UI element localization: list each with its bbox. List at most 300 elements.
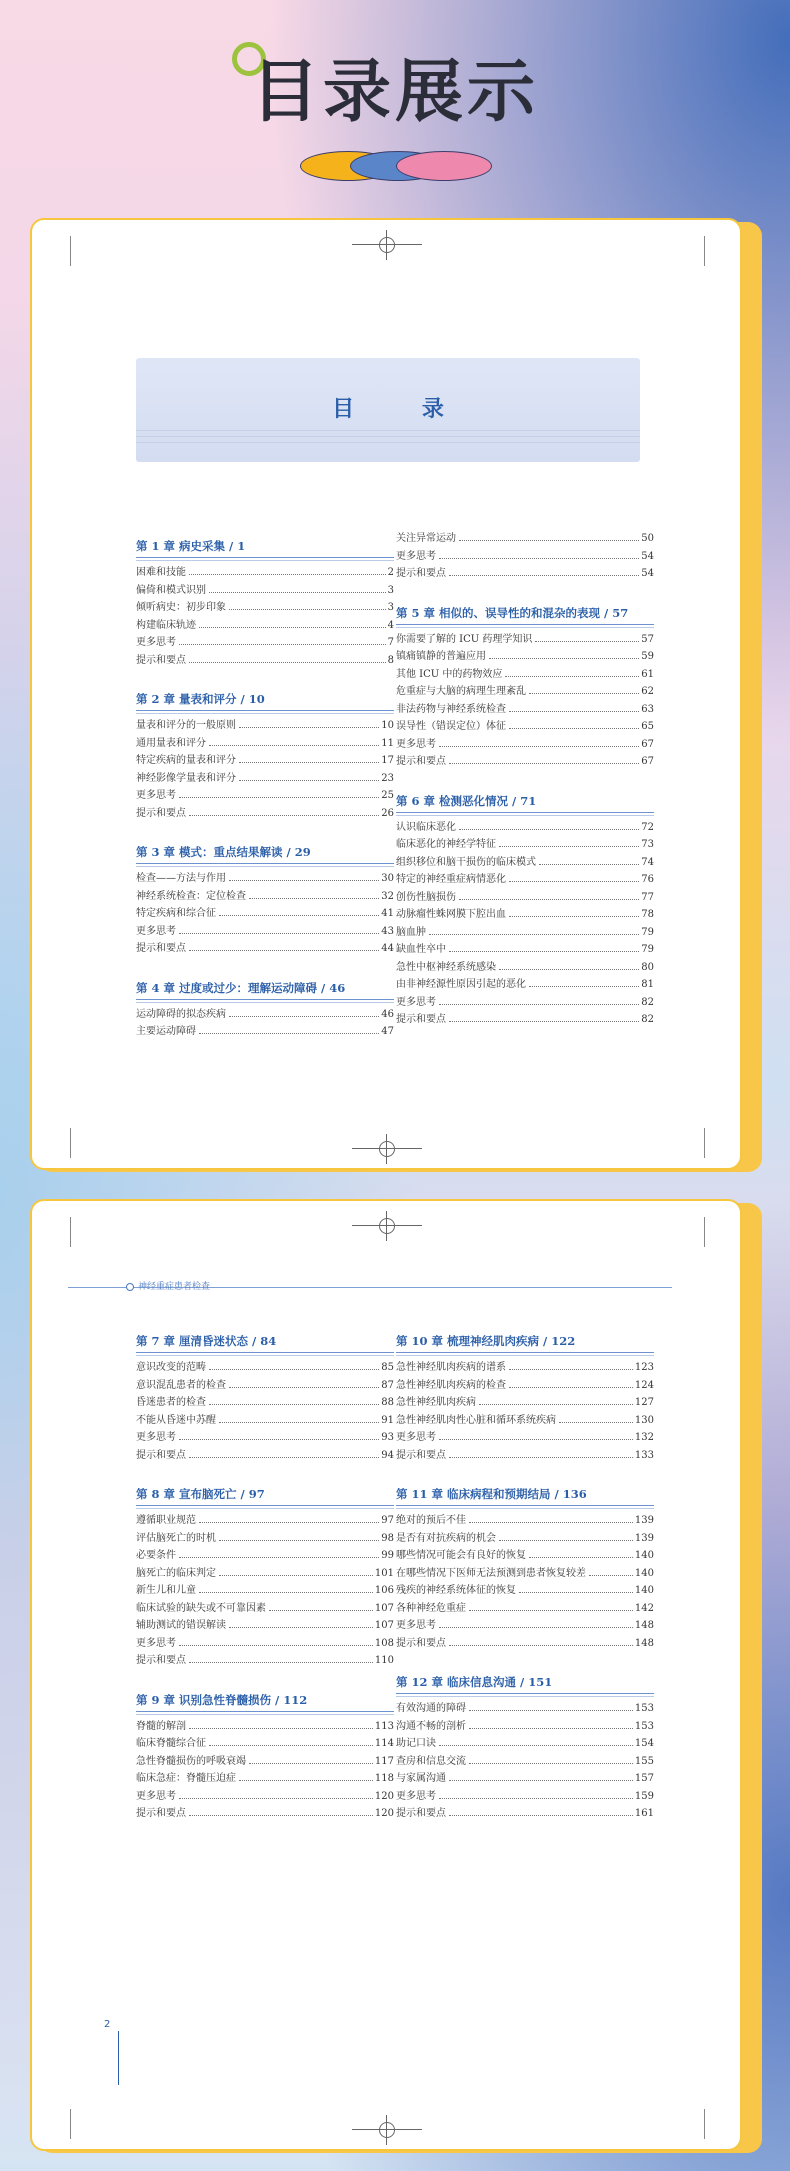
- toc-entry[interactable]: [396, 565, 654, 583]
- toc-entry-title: 哪些情况可能会有良好的恢复: [396, 1550, 526, 1561]
- toc-entry-page: 87: [381, 1379, 394, 1391]
- toc-entry[interactable]: [396, 1788, 654, 1806]
- toc-entry-page: 23: [381, 772, 394, 784]
- toc-entry-page: 140: [634, 1567, 654, 1579]
- toc-entry[interactable]: [136, 1359, 394, 1377]
- toc-entry-page: 46: [381, 1008, 394, 1020]
- toc-entry-title: 更多思考: [396, 738, 436, 750]
- toc-entry-title: 提示和要点: [396, 1808, 446, 1819]
- toc-entry-page: 142: [634, 1602, 654, 1614]
- crop-mark: [704, 1217, 705, 1247]
- toc-entry-page: 72: [641, 821, 654, 833]
- toc-entry[interactable]: [396, 701, 654, 719]
- toc-entry[interactable]: [396, 530, 654, 548]
- dot-leader: [499, 1540, 633, 1541]
- toc-entry-page: 97: [381, 1515, 394, 1526]
- dot-leader: [209, 592, 386, 593]
- chapter-heading[interactable]: 第 4 章 过度或过少：理解运动障碍 / 46: [136, 980, 394, 1000]
- toc-entry[interactable]: [396, 666, 654, 684]
- toc-entry-title: 提示和要点: [136, 1655, 186, 1666]
- toc-entry-page: 120: [374, 1808, 394, 1819]
- toc-entry[interactable]: [396, 994, 654, 1012]
- toc-entry-title: 动脉瘤性蛛网膜下腔出血: [396, 909, 506, 920]
- toc-entry[interactable]: [136, 564, 394, 582]
- toc-entry-page: 94: [381, 1449, 394, 1461]
- toc-entry-title: 助记口诀: [396, 1738, 436, 1749]
- dot-leader: [439, 1004, 639, 1005]
- toc-entry[interactable]: [396, 1753, 654, 1771]
- toc-entry-title: 必要条件: [136, 1550, 176, 1561]
- dot-leader: [239, 762, 379, 763]
- toc-entry[interactable]: [136, 617, 394, 635]
- chapter-heading[interactable]: 第 10 章 梳理神经肌肉疾病 / 122: [396, 1333, 654, 1353]
- toc-entry-page: 3: [387, 584, 394, 596]
- dot-leader: [449, 763, 639, 764]
- toc-entry[interactable]: [136, 905, 394, 923]
- page-title: 目录展示: [250, 53, 539, 132]
- toc-entry-page: 123: [634, 1362, 654, 1373]
- dot-leader: [179, 933, 379, 934]
- dot-leader: [209, 1369, 379, 1370]
- toc-entry-title: 关注异常运动: [396, 533, 456, 544]
- toc-entry-title: 偏倚和模式识别: [136, 584, 206, 596]
- toc-entry[interactable]: [136, 1023, 394, 1041]
- toc-entry-title: 意识混乱患者的检查: [136, 1379, 226, 1391]
- toc-entry-title: 急性脊髓损伤的呼吸衰竭: [136, 1755, 246, 1767]
- toc-heading: 目 录: [332, 396, 474, 422]
- toc-entry[interactable]: [396, 906, 654, 924]
- dot-leader: [189, 1728, 373, 1729]
- dot-leader: [239, 780, 379, 781]
- dot-leader: [179, 1645, 373, 1646]
- dot-leader: [539, 864, 639, 865]
- dot-leader: [209, 745, 379, 746]
- toc-entry-page: 47: [381, 1026, 394, 1037]
- toc-entry[interactable]: [396, 1394, 654, 1412]
- dot-leader: [499, 846, 639, 847]
- dot-leader: [179, 1798, 373, 1799]
- toc-entry[interactable]: [396, 854, 654, 872]
- toc-entry[interactable]: [396, 1530, 654, 1548]
- toc-entry-page: 132: [634, 1432, 654, 1443]
- toc-entry-page: 43: [381, 925, 394, 937]
- toc-entry[interactable]: [396, 1770, 654, 1788]
- toc-entry[interactable]: [136, 940, 394, 958]
- toc-entry[interactable]: [136, 770, 394, 788]
- dot-leader: [239, 1780, 373, 1781]
- toc-entry-title: 急性神经肌肉疾病的谱系: [396, 1362, 506, 1373]
- dot-leader: [179, 1439, 379, 1440]
- dot-leader: [449, 1645, 633, 1646]
- toc-entry-title: 特定疾病的量表和评分: [136, 755, 236, 766]
- dot-leader: [439, 746, 639, 747]
- dot-leader: [179, 1557, 379, 1558]
- toc-entry-page: 8: [387, 654, 394, 666]
- dot-leader: [509, 711, 639, 712]
- toc-entry-title: 在哪些情况下医师无法预测到患者恢复较差: [396, 1567, 586, 1579]
- toc-entry-page: 153: [634, 1720, 654, 1732]
- chapter-heading[interactable]: 第 12 章 临床信息沟通 / 151: [396, 1674, 654, 1694]
- toc-entry-page: 101: [374, 1567, 394, 1579]
- toc-entry-page: 54: [641, 568, 654, 579]
- toc-entry-page: 130: [634, 1414, 654, 1426]
- dot-leader: [189, 815, 379, 816]
- toc-entry-title: 各种神经危重症: [396, 1602, 466, 1614]
- toc-entry[interactable]: [396, 1429, 654, 1447]
- toc-entry-page: 118: [374, 1773, 394, 1784]
- toc-entry-title: 特定的神经重症病情恶化: [396, 874, 506, 885]
- toc-entry-title: 残疾的神经系统体征的恢复: [396, 1585, 516, 1596]
- toc-entry[interactable]: [136, 752, 394, 770]
- dot-leader: [459, 829, 639, 830]
- toc-entry-page: 11: [381, 737, 394, 749]
- toc-entry[interactable]: [396, 836, 654, 854]
- toc-chapter-group: [396, 1333, 654, 1464]
- toc-entry[interactable]: [396, 548, 654, 566]
- toc-entry-title: 危重症与大脑的病理生理紊乱: [396, 686, 526, 697]
- dot-leader: [489, 658, 639, 659]
- crop-mark: [704, 1128, 705, 1158]
- toc-entry[interactable]: [136, 1565, 394, 1583]
- toc-chapter-group: [136, 980, 394, 1041]
- toc-entry-page: 4: [387, 619, 394, 631]
- toc-entry[interactable]: [136, 599, 394, 617]
- running-header: 神经重症患者检查: [138, 1282, 211, 1292]
- dot-leader: [439, 1798, 633, 1799]
- dot-leader: [509, 916, 639, 917]
- toc-entry-title: 更多思考: [396, 1620, 436, 1631]
- toc-entry[interactable]: [136, 888, 394, 906]
- toc-entry[interactable]: [136, 1770, 394, 1788]
- toc-entry-title: 更多思考: [136, 1432, 176, 1443]
- crop-mark: [70, 1217, 71, 1247]
- toc-entry-page: 139: [634, 1515, 654, 1526]
- dot-leader: [479, 1404, 633, 1405]
- toc-entry-page: 140: [634, 1550, 654, 1561]
- toc-entry-page: 88: [381, 1397, 394, 1408]
- toc-entry-page: 79: [641, 944, 654, 955]
- toc-entry[interactable]: [396, 924, 654, 942]
- toc-entry-page: 81: [641, 979, 654, 990]
- toc-entry[interactable]: [396, 631, 654, 649]
- toc-entry[interactable]: [136, 717, 394, 735]
- toc-entry-page: 113: [374, 1720, 394, 1732]
- toc-chapter-group: [136, 844, 394, 958]
- dot-leader: [449, 1780, 633, 1781]
- toc-entry[interactable]: [136, 923, 394, 941]
- toc-entry-title: 更多思考: [136, 1637, 176, 1649]
- toc-entry[interactable]: [136, 1652, 394, 1670]
- registration-mark-icon: [352, 1211, 422, 1241]
- toc-entry-title: 困难和技能: [136, 567, 186, 578]
- toc-entry[interactable]: [136, 1530, 394, 1548]
- dot-leader: [219, 1575, 373, 1576]
- toc-entry[interactable]: [396, 1011, 654, 1029]
- dot-leader: [449, 1457, 633, 1458]
- toc-entry[interactable]: [136, 1582, 394, 1600]
- toc-entry[interactable]: [396, 819, 654, 837]
- toc-entry[interactable]: [396, 1412, 654, 1430]
- dot-leader: [529, 1557, 633, 1558]
- toc-chapter-group: [396, 1674, 654, 1823]
- dot-leader: [529, 693, 639, 694]
- toc-entry[interactable]: [136, 1429, 394, 1447]
- toc-entry-page: 62: [641, 686, 654, 697]
- toc-chapter-group: [396, 1486, 654, 1652]
- toc-entry[interactable]: [396, 753, 654, 771]
- toc-entry-page: 159: [634, 1790, 654, 1802]
- toc-entry-title: 倾听病史：初步印象: [136, 602, 226, 613]
- toc-entry-title: 急性神经肌肉性心脏和循环系统疾病: [396, 1414, 556, 1426]
- toc-entry-page: 41: [381, 908, 394, 919]
- chapter-heading[interactable]: 第 3 章 模式：重点结果解读 / 29: [136, 844, 394, 864]
- chapter-heading[interactable]: 第 11 章 临床病程和预期结局 / 136: [396, 1486, 654, 1506]
- toc-chapter-group: [136, 691, 394, 822]
- toc-entry-title: 提示和要点: [136, 1449, 186, 1461]
- dot-leader: [449, 951, 639, 952]
- dot-leader: [509, 1369, 633, 1370]
- toc-entry[interactable]: [136, 787, 394, 805]
- toc-chapter-group: [136, 1333, 394, 1464]
- dot-leader: [229, 609, 386, 610]
- dot-leader: [189, 574, 386, 575]
- dot-leader: [439, 1439, 633, 1440]
- toc-entry[interactable]: [396, 959, 654, 977]
- toc-entry-title: 遵循职业规范: [136, 1515, 196, 1526]
- toc-entry-title: 提示和要点: [136, 943, 186, 954]
- toc-entry-title: 查房和信息交流: [396, 1755, 466, 1767]
- chapter-heading[interactable]: 第 8 章 宣布脑死亡 / 97: [136, 1486, 394, 1506]
- dot-leader: [229, 1387, 379, 1388]
- toc-entry-page: 98: [381, 1532, 394, 1544]
- toc-entry-page: 124: [634, 1379, 654, 1391]
- dot-leader: [589, 1575, 633, 1576]
- toc-entry[interactable]: [396, 1617, 654, 1635]
- toc-entry[interactable]: [396, 976, 654, 994]
- pink-oval-decoration: [396, 151, 492, 181]
- chapter-heading[interactable]: 第 7 章 厘清昏迷状态 / 84: [136, 1333, 394, 1353]
- dot-leader: [199, 627, 386, 628]
- toc-entry[interactable]: [396, 683, 654, 701]
- toc-heading-banner: [136, 358, 640, 462]
- toc-entry[interactable]: [396, 1447, 654, 1465]
- toc-entry-title: 更多思考: [136, 790, 176, 801]
- toc-entry[interactable]: [396, 1600, 654, 1618]
- toc-entry-title: 检查——方法与作用: [136, 873, 226, 884]
- toc-entry[interactable]: [396, 871, 654, 889]
- toc-entry-title: 通用量表和评分: [136, 737, 206, 749]
- toc-entry-title: 昏迷患者的检查: [136, 1397, 206, 1408]
- toc-entry[interactable]: [136, 652, 394, 670]
- toc-entry[interactable]: [396, 1565, 654, 1583]
- toc-entry[interactable]: [396, 1700, 654, 1718]
- toc-entry-page: 77: [641, 891, 654, 903]
- toc-entry[interactable]: [136, 1600, 394, 1618]
- toc-column-right: [396, 530, 654, 1051]
- chapter-heading[interactable]: 第 5 章 相似的、误导性的和混杂的表现 / 57: [396, 605, 654, 625]
- toc-chapter-group: [396, 530, 654, 583]
- toc-entry-page: 85: [381, 1362, 394, 1373]
- toc-entry-title: 更多思考: [136, 1790, 176, 1802]
- toc-entry[interactable]: [396, 889, 654, 907]
- toc-entry-title: 脑血肿: [396, 926, 426, 938]
- toc-entry-title: 组织移位和脑干损伤的临床模式: [396, 856, 536, 868]
- toc-entry-title: 脊髓的解剖: [136, 1720, 186, 1732]
- toc-entry[interactable]: [396, 736, 654, 754]
- toc-entry[interactable]: [136, 634, 394, 652]
- toc-entry-title: 更多思考: [136, 637, 176, 648]
- chapter-heading[interactable]: 第 2 章 量表和评分 / 10: [136, 691, 394, 711]
- dot-leader: [469, 1710, 633, 1711]
- toc-entry-title: 提示和要点: [396, 1014, 446, 1025]
- toc-entry[interactable]: [396, 1512, 654, 1530]
- dot-leader: [469, 1728, 633, 1729]
- toc-entry[interactable]: [136, 1617, 394, 1635]
- toc-entry[interactable]: [396, 718, 654, 736]
- toc-entry[interactable]: [136, 1805, 394, 1823]
- toc-entry[interactable]: [396, 1735, 654, 1753]
- toc-entry[interactable]: [136, 735, 394, 753]
- toc-entry[interactable]: [396, 648, 654, 666]
- toc-column-right: [396, 1333, 654, 1845]
- toc-entry-title: 意识改变的范畴: [136, 1362, 206, 1373]
- toc-entry[interactable]: [136, 870, 394, 888]
- toc-entry-page: 108: [374, 1637, 394, 1649]
- toc-entry-title: 更多思考: [396, 996, 436, 1008]
- toc-entry-page: 107: [374, 1602, 394, 1614]
- toc-entry-title: 提示和要点: [136, 654, 186, 666]
- dot-leader: [209, 1404, 379, 1405]
- toc-entry[interactable]: [136, 1635, 394, 1653]
- registration-mark-icon: [352, 230, 422, 260]
- toc-entry-title: 误导性（错误定位）体征: [396, 721, 506, 732]
- chapter-heading[interactable]: 第 6 章 检测恶化情况 / 71: [396, 793, 654, 813]
- dot-leader: [219, 1422, 379, 1423]
- toc-entry-page: 44: [381, 943, 394, 954]
- toc-entry-page: 80: [641, 961, 654, 973]
- toc-entry[interactable]: [136, 1788, 394, 1806]
- toc-entry-page: 148: [634, 1620, 654, 1631]
- toc-entry-title: 是否有对抗疾病的机会: [396, 1532, 496, 1544]
- dot-leader: [559, 1422, 633, 1423]
- chapter-heading[interactable]: 第 9 章 识别急性脊髓损伤 / 112: [136, 1692, 394, 1712]
- toc-entry-title: 临床恶化的神经学特征: [396, 839, 496, 850]
- toc-entry-title: 与家属沟通: [396, 1773, 446, 1784]
- toc-entry[interactable]: [136, 805, 394, 823]
- toc-entry-page: 99: [381, 1550, 394, 1561]
- dot-leader: [459, 540, 639, 541]
- toc-entry-page: 155: [634, 1755, 654, 1767]
- toc-entry-title: 运动障碍的拟态疾病: [136, 1008, 226, 1020]
- toc-entry[interactable]: [396, 1547, 654, 1565]
- toc-entry-page: 50: [641, 533, 654, 544]
- toc-entry-title: 新生儿和儿童: [136, 1585, 196, 1596]
- toc-entry-title: 提示和要点: [136, 807, 186, 819]
- dot-leader: [219, 1540, 379, 1541]
- dot-leader: [179, 797, 379, 798]
- dot-leader: [449, 1815, 633, 1816]
- dot-leader: [505, 676, 639, 677]
- toc-entry[interactable]: [396, 1377, 654, 1395]
- crop-mark: [704, 2109, 705, 2139]
- toc-entry-title: 有效沟通的障碍: [396, 1703, 466, 1714]
- toc-entry-page: 3: [387, 602, 394, 613]
- toc-entry-page: 154: [634, 1738, 654, 1749]
- toc-entry[interactable]: [136, 582, 394, 600]
- dot-leader: [239, 727, 379, 728]
- toc-entry-page: 161: [634, 1808, 654, 1819]
- toc-entry[interactable]: [136, 1447, 394, 1465]
- toc-entry-page: 17: [381, 755, 394, 766]
- toc-entry-title: 急性神经肌肉疾病的检查: [396, 1379, 506, 1391]
- dot-leader: [209, 1745, 373, 1746]
- toc-entry-title: 更多思考: [396, 1432, 436, 1443]
- dot-leader: [189, 1457, 379, 1458]
- dot-leader: [449, 575, 639, 576]
- toc-chapter-group: [396, 793, 654, 1029]
- chapter-heading[interactable]: 第 1 章 病史采集 / 1: [136, 538, 394, 558]
- toc-chapter-group: [136, 1692, 394, 1823]
- toc-entry-page: 74: [641, 856, 654, 868]
- toc-entry[interactable]: [136, 1377, 394, 1395]
- toc-entry[interactable]: [396, 1359, 654, 1377]
- toc-entry-title: 提示和要点: [396, 568, 446, 579]
- toc-entry-page: 76: [641, 874, 654, 885]
- dot-leader: [509, 881, 639, 882]
- toc-entry-title: 临床试验的缺失或不可靠因素: [136, 1602, 266, 1614]
- toc-entry[interactable]: [396, 1635, 654, 1653]
- toc-entry-page: 57: [641, 633, 654, 645]
- toc-entry-page: 63: [641, 703, 654, 715]
- toc-entry-title: 急性神经肌肉疾病: [396, 1397, 476, 1408]
- toc-entry[interactable]: [136, 1512, 394, 1530]
- toc-entry-page: 59: [641, 651, 654, 662]
- dot-leader: [229, 1016, 379, 1017]
- toc-entry-page: 65: [641, 721, 654, 732]
- toc-entry[interactable]: [136, 1718, 394, 1736]
- toc-entry-page: 78: [641, 909, 654, 920]
- toc-entry[interactable]: [136, 1394, 394, 1412]
- dot-leader: [459, 899, 639, 900]
- toc-entry[interactable]: [136, 1547, 394, 1565]
- toc-entry[interactable]: [136, 1753, 394, 1771]
- toc-entry[interactable]: [396, 941, 654, 959]
- toc-entry-page: 61: [641, 668, 654, 680]
- toc-entry-title: 提示和要点: [396, 1449, 446, 1461]
- dot-leader: [499, 969, 639, 970]
- crop-mark: [70, 1128, 71, 1158]
- dot-leader: [219, 915, 379, 916]
- toc-entry-page: 2: [387, 567, 394, 578]
- toc-entry[interactable]: [136, 1412, 394, 1430]
- registration-mark-icon: [352, 1134, 422, 1164]
- toc-entry-title: 临床急症：脊髓压迫症: [136, 1773, 236, 1784]
- toc-entry[interactable]: [396, 1582, 654, 1600]
- toc-entry-page: 110: [374, 1655, 394, 1666]
- toc-entry-page: 82: [641, 996, 654, 1008]
- toc-entry[interactable]: [136, 1006, 394, 1024]
- toc-entry-title: 缺血性卒中: [396, 944, 446, 955]
- toc-entry[interactable]: [136, 1735, 394, 1753]
- toc-entry-page: 30: [381, 873, 394, 884]
- toc-entry-title: 更多思考: [396, 550, 436, 562]
- toc-entry[interactable]: [396, 1718, 654, 1736]
- toc-entry-title: 特定疾病和综合征: [136, 908, 216, 919]
- toc-entry-page: 148: [634, 1637, 654, 1649]
- toc-entry-page: 82: [641, 1014, 654, 1025]
- toc-entry-title: 提示和要点: [396, 756, 446, 767]
- toc-entry[interactable]: [396, 1805, 654, 1823]
